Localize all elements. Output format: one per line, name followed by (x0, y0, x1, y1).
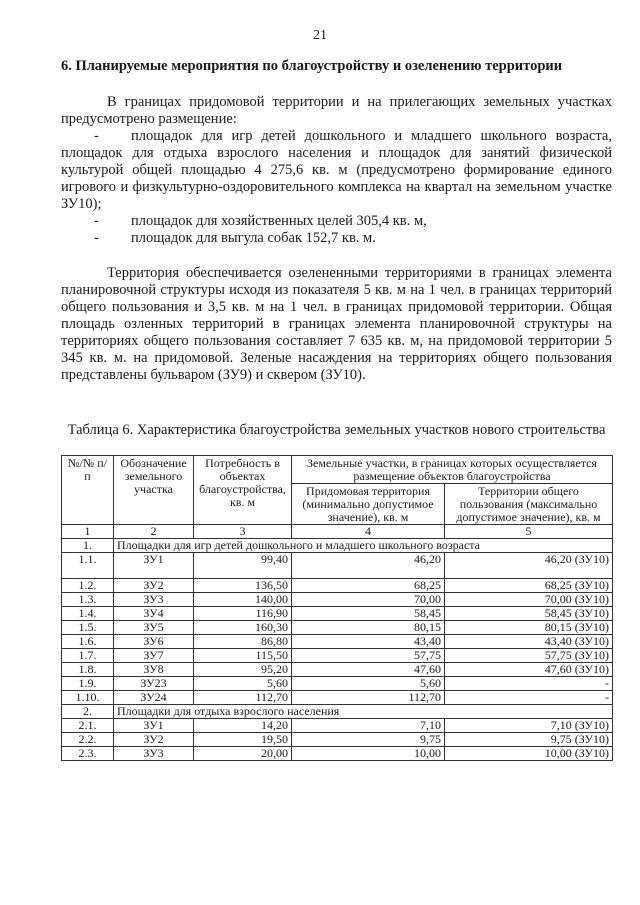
cell-num: 1.5. (62, 621, 114, 635)
col-number: 1 (62, 525, 114, 539)
cell-adjacent: 43,40 (292, 635, 445, 649)
cell-num: 1.8. (62, 663, 114, 677)
bullet-marker: - (94, 230, 99, 246)
cell-public: 80,15 (ЗУ10) (445, 621, 613, 635)
cell-designation: ЗУ3 (114, 593, 194, 607)
bullet-item-1 (61, 128, 612, 213)
cell-adjacent: 57,75 (292, 649, 445, 663)
bullet-text: площадок для выгула собак 152,7 кв. м. (131, 230, 376, 246)
header-need: Потребность в объектах благоустройства, кв. м (194, 456, 292, 525)
col-number: 2 (114, 525, 194, 539)
cell-designation: ЗУ6 (114, 635, 194, 649)
cell-need: 160,30 (194, 621, 292, 635)
section-num: 2. (62, 705, 114, 719)
section-row (62, 705, 613, 719)
cell-public: - (445, 677, 613, 691)
cell-designation: ЗУ5 (114, 621, 194, 635)
cell-adjacent: 5,60 (292, 677, 445, 691)
greenery-paragraph: Территория обеспечивается озелененными территориями в границах элемента планировочной структуры исходя из показателя 5 кв. м на 1 чел. в границах территорий общего пользования и 3,5 кв. м на 1 чел. в границах придомовой территории. Общая площадь озленных территорий в границах элемента планировочной структуры на территориях общего пользования составляет 7 635 кв. м, на придомовой территории 5 345 кв. м. на придомовой. Зеленые насаждения на территориях общего пользования представлены бульваром (ЗУ9) и сквером (ЗУ10). (61, 265, 612, 383)
table-caption: Таблица 6. Характеристика благоустройства земельных участков нового строительства (67, 422, 606, 438)
column-number-row (62, 525, 613, 539)
improvement-table (61, 455, 613, 761)
bullet-marker: - (94, 213, 99, 229)
header-adjacent: Придомовая территория (минимально допустимое значение), кв. м (292, 484, 445, 525)
cell-need: 112,70 (194, 691, 292, 705)
bullet-text: площадок для игр детей дошкольного и младшего школьного возраста, площадок для отдыха взрослого населения и площадок для занятий физической культурой общей площадью 4 275,6 кв. м (предусмотрено формирование единого игрового и физкультурно-оздоровительного комплекса на квартал на земельном участке ЗУ10); (61, 128, 612, 212)
cell-need: 5,60 (194, 677, 292, 691)
cell-public: 47,60 (ЗУ10) (445, 663, 613, 677)
cell-need: 20,00 (194, 747, 292, 761)
section-title-cell: Площадки для отдыха взрослого населения (114, 705, 613, 719)
cell-public: - (445, 691, 613, 705)
cell-designation: ЗУ4 (114, 607, 194, 621)
cell-num: 2.2. (62, 733, 114, 747)
cell-num: 1.2. (62, 579, 114, 593)
cell-adjacent: 9,75 (292, 733, 445, 747)
bullet-marker: - (94, 128, 99, 144)
cell-public: 70,00 (ЗУ10) (445, 593, 613, 607)
cell-designation: ЗУ7 (114, 649, 194, 663)
cell-need: 86,80 (194, 635, 292, 649)
page-number: 21 (313, 28, 327, 43)
cell-public: 43,40 (ЗУ10) (445, 635, 613, 649)
cell-adjacent: 112,70 (292, 691, 445, 705)
intro-paragraph: В границах придомовой территории и на прилегающих земельных участках предусмотрено размещение: (61, 94, 612, 127)
col-number: 4 (292, 525, 445, 539)
cell-num: 1.10. (62, 691, 114, 705)
cell-adjacent: 10,00 (292, 747, 445, 761)
table-row (62, 663, 613, 677)
cell-adjacent: 7,10 (292, 719, 445, 733)
cell-designation: ЗУ8 (114, 663, 194, 677)
table-row (62, 579, 613, 593)
cell-num: 2.1. (62, 719, 114, 733)
table-row (62, 747, 613, 761)
bullet-item-2 (61, 213, 612, 230)
cell-need: 116,90 (194, 607, 292, 621)
cell-need: 136,50 (194, 579, 292, 593)
section-title: 6. Планируемые мероприятия по благоустройству и озеленению территории (61, 58, 563, 74)
cell-need: 19,50 (194, 733, 292, 747)
header-num: №/№ п/п (62, 456, 114, 525)
cell-need: 14,20 (194, 719, 292, 733)
cell-adjacent: 47,60 (292, 663, 445, 677)
cell-designation: ЗУ1 (114, 719, 194, 733)
cell-need: 99,40 (194, 553, 292, 579)
cell-need: 140,00 (194, 593, 292, 607)
cell-public: 58,45 (ЗУ10) (445, 607, 613, 621)
cell-designation: ЗУ3 (114, 747, 194, 761)
cell-public: 9,75 (ЗУ10) (445, 733, 613, 747)
bullet-text: площадок для хозяйственных целей 305,4 кв. м, (131, 213, 427, 229)
section-title-cell: Площадки для игр детей дошкольного и младшего школьного возраста (114, 539, 613, 553)
col-number: 5 (445, 525, 613, 539)
cell-adjacent: 70,00 (292, 593, 445, 607)
cell-adjacent: 58,45 (292, 607, 445, 621)
header-public: Территории общего пользования (максимально допустимое значение), кв. м (445, 484, 613, 525)
cell-public: 10,00 (ЗУ10) (445, 747, 613, 761)
table-row (62, 607, 613, 621)
table-row (62, 733, 613, 747)
cell-num: 1.4. (62, 607, 114, 621)
cell-public: 57,75 (ЗУ10) (445, 649, 613, 663)
cell-adjacent: 46,20 (292, 553, 445, 579)
cell-adjacent: 68,25 (292, 579, 445, 593)
section-row (62, 539, 613, 553)
cell-num: 1.7. (62, 649, 114, 663)
cell-designation: ЗУ24 (114, 691, 194, 705)
cell-adjacent: 80,15 (292, 621, 445, 635)
table-row (62, 691, 613, 705)
cell-num: 1.9. (62, 677, 114, 691)
cell-public: 7,10 (ЗУ10) (445, 719, 613, 733)
table-row (62, 553, 613, 579)
header-designation: Обозначение земельного участка (114, 456, 194, 525)
table-row (62, 621, 613, 635)
cell-designation: ЗУ23 (114, 677, 194, 691)
cell-num: 1.6. (62, 635, 114, 649)
cell-num: 1.3. (62, 593, 114, 607)
cell-num: 2.3. (62, 747, 114, 761)
section-num: 1. (62, 539, 114, 553)
cell-need: 115,50 (194, 649, 292, 663)
cell-designation: ЗУ2 (114, 579, 194, 593)
cell-need: 95,20 (194, 663, 292, 677)
col-number: 3 (194, 525, 292, 539)
table-row (62, 635, 613, 649)
table-row (62, 649, 613, 663)
cell-public: 68,25 (ЗУ10) (445, 579, 613, 593)
table-row (62, 593, 613, 607)
bullet-item-3 (61, 230, 612, 247)
cell-designation: ЗУ1 (114, 553, 194, 579)
cell-public: 46,20 (ЗУ10) (445, 553, 613, 579)
header-group: Земельные участки, в границах которых осуществляется размещение объектов благоустройства (292, 456, 613, 484)
table-row (62, 677, 613, 691)
cell-num: 1.1. (62, 553, 114, 579)
cell-designation: ЗУ2 (114, 733, 194, 747)
table-row (62, 719, 613, 733)
